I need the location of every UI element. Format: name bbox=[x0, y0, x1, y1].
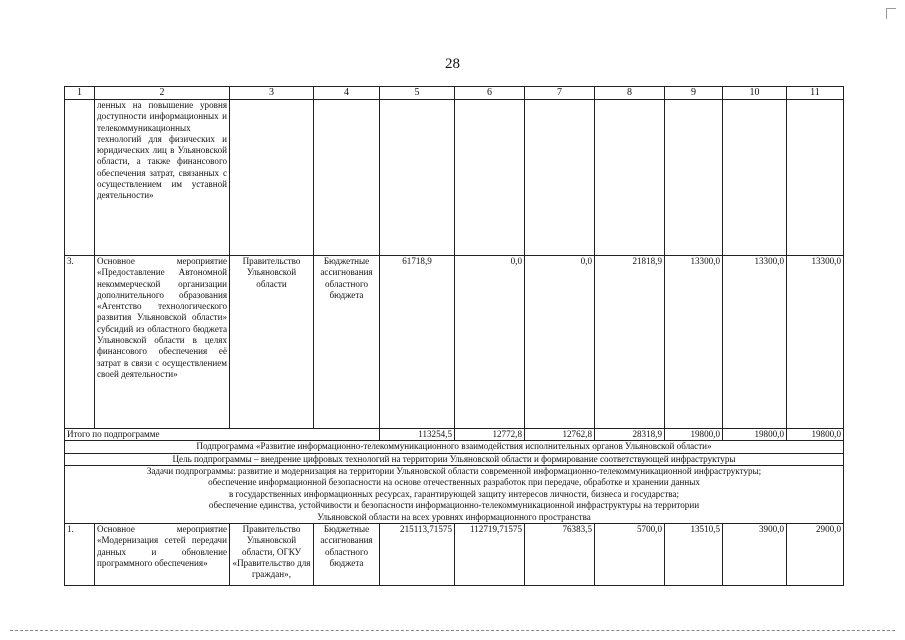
subprogram-title: Подпрограмма «Развитие информационно-телекоммуникационного взаимодействия исполнительных органов Ульяновской области» bbox=[65, 441, 844, 453]
task-line: обеспечение единства, устойчивости и безопасности информационно-телекоммуникационной инфраструктуры на территории bbox=[208, 500, 700, 511]
task-line: обеспечение информационной безопасности на основе отечественных разработок при передаче, обработке и хранении данных bbox=[208, 477, 700, 488]
table-row bbox=[65, 523, 844, 585]
page-number: 28 bbox=[445, 56, 460, 72]
subprogram-tasks bbox=[65, 465, 844, 523]
column-number: 4 bbox=[314, 87, 380, 100]
funding-source-cell: Бюджетные ассигнования областного бюджета bbox=[314, 523, 380, 585]
subtotal-amount: 28318,9 bbox=[595, 429, 665, 441]
amount-cell: 0,0 bbox=[525, 256, 595, 429]
column-number: 10 bbox=[723, 87, 787, 100]
table-row bbox=[65, 256, 844, 429]
subprogram-goal: Цель подпрограммы – внедрение цифровых технологий на территории Ульяновской области и формирование соответствующей инфраструктуры bbox=[65, 453, 844, 465]
column-number: 11 bbox=[787, 87, 844, 100]
subtotal-label: Итого по подпрограмме bbox=[65, 429, 380, 441]
amount-cell: 5700,0 bbox=[595, 523, 665, 585]
measure-description: Основное мероприятие «Предоставление Автономной некоммерческой организации дополнительного образования «Агентство технологического развития Ульяновской области» субсидий из областного бюджета Ульяновской области в целях финансового обеспечения её затрат в связи с осуществлением своей деятельности» bbox=[95, 256, 230, 429]
amount-cell: 13510,5 bbox=[665, 523, 723, 585]
column-number: 6 bbox=[455, 87, 525, 100]
subtotal-row bbox=[65, 429, 844, 441]
amount-cell: 21818,9 bbox=[595, 256, 665, 429]
subtotal-amount: 19800,0 bbox=[787, 429, 844, 441]
measure-description: Основное мероприятие «Модернизация сетей передачи данных и обновление программного обеспечения» bbox=[95, 523, 230, 585]
row-number: 1. bbox=[65, 523, 95, 585]
amount-cell: 13300,0 bbox=[665, 256, 723, 429]
column-number-row bbox=[65, 87, 844, 100]
amount-cell: 13300,0 bbox=[787, 256, 844, 429]
scan-edge-line bbox=[10, 630, 895, 631]
subtotal-amount: 113254,5 bbox=[380, 429, 455, 441]
subprogram-goal-row bbox=[65, 453, 844, 465]
task-line: Ульяновской области на всех уровнях информационного пространства bbox=[317, 511, 591, 522]
subtotal-amount: 19800,0 bbox=[723, 429, 787, 441]
subtotal-amount: 12762,8 bbox=[525, 429, 595, 441]
executor-cell: Правительство Ульяновской области bbox=[230, 256, 314, 429]
subprogram-tasks-row bbox=[65, 465, 844, 523]
subtotal-amount: 19800,0 bbox=[665, 429, 723, 441]
scan-corner-mark bbox=[886, 8, 896, 19]
amount-cell: 76383,5 bbox=[525, 523, 595, 585]
row-number: 3. bbox=[65, 256, 95, 429]
column-number: 5 bbox=[380, 87, 455, 100]
amount-cell: 0,0 bbox=[455, 256, 525, 429]
amount-cell: 112719,71575 bbox=[455, 523, 525, 585]
table-row bbox=[65, 100, 844, 256]
program-table bbox=[64, 86, 844, 586]
column-number: 9 bbox=[665, 87, 723, 100]
executor-cell: Правительство Ульяновской области, ОГКУ «Правительство для граждан», bbox=[230, 523, 314, 585]
subprogram-title-row bbox=[65, 441, 844, 453]
column-number: 3 bbox=[230, 87, 314, 100]
amount-cell: 215113,71575 bbox=[380, 523, 455, 585]
task-line: в государственных информационных ресурсах, гарантирующей защиту интересов личности, бизнеса и государства; bbox=[228, 488, 680, 499]
measure-description-continuation: ленных на повышение уровня доступности информационных и телекоммуникационных технологий для физических и юридических лиц в Ульяновской области, а также финансового обеспечения затрат, связанных с осуществлением им уставной деятельности» bbox=[95, 100, 230, 256]
task-line: Задачи подпрограммы: развитие и модернизация на территории Ульяновской области современной информационно-телекоммуникационной инфраструктуры; bbox=[146, 465, 762, 476]
column-number: 7 bbox=[525, 87, 595, 100]
subtotal-amount: 12772,8 bbox=[455, 429, 525, 441]
amount-cell: 3900,0 bbox=[723, 523, 787, 585]
funding-source-cell: Бюджетные ассигнования областного бюджета bbox=[314, 256, 380, 429]
amount-cell: 61718,9 bbox=[380, 256, 455, 429]
column-number: 2 bbox=[95, 87, 230, 100]
column-number: 1 bbox=[65, 87, 95, 100]
column-number: 8 bbox=[595, 87, 665, 100]
amount-cell: 13300,0 bbox=[723, 256, 787, 429]
amount-cell: 2900,0 bbox=[787, 523, 844, 585]
